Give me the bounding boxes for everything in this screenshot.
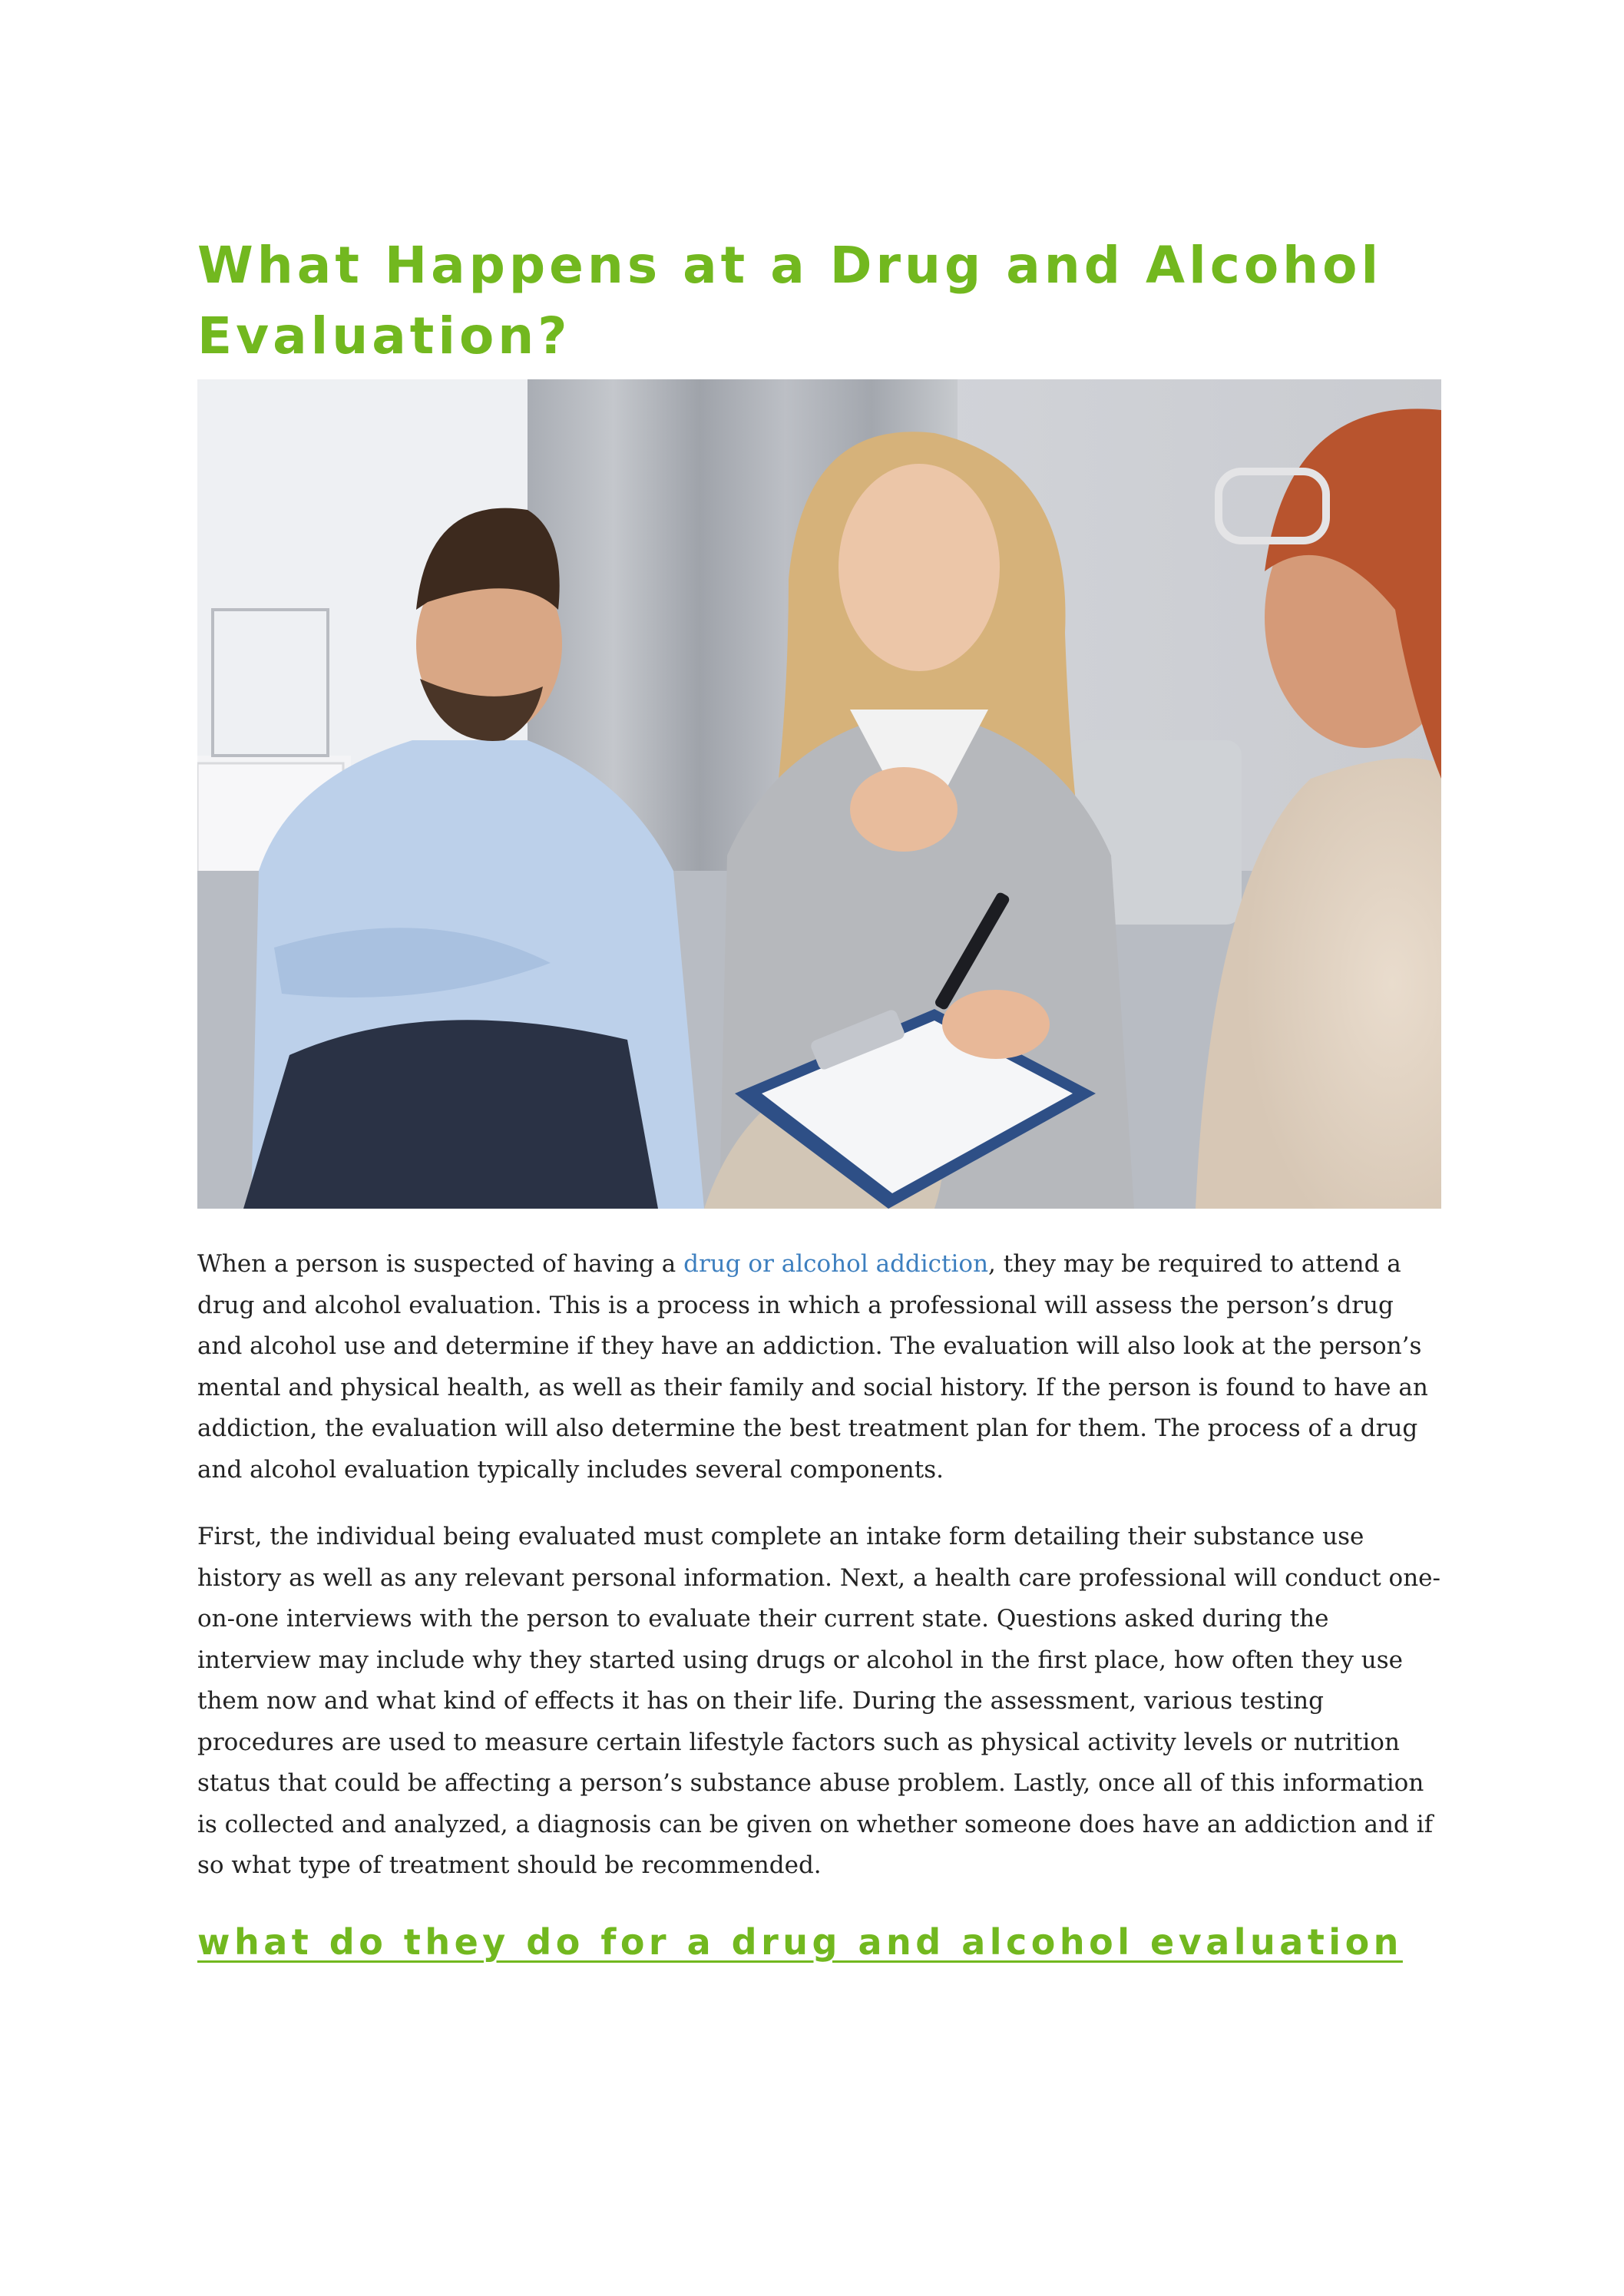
intro-text-before: When a person is suspected of having a bbox=[197, 1250, 684, 1278]
section-heading-link[interactable]: what do they do for a drug and alcohol evaluation bbox=[197, 1921, 1403, 1963]
article bbox=[197, 230, 1441, 1967]
section-heading bbox=[197, 1917, 1441, 1967]
counseling-session-photo bbox=[197, 379, 1441, 1209]
process-paragraph: First, the individual being evaluated must complete an intake form detailing their substance use history as well as any relevant personal information. Next, a health care professional will conduct one-on-one interviews with the person to evaluate their current state. Questions asked during the interview may include why they started using drugs or alcohol in the first place, how often they use them now and what kind of effects it has on their life. During the assessment, various testing procedures are used to measure certain lifestyle factors such as physical activity levels or nutrition status that could be affecting a person’s substance abuse problem. Lastly, once all of this information is collected and analyzed, a diagnosis can be given on whether someone does have an addiction and if so what type of treatment should be recommended. bbox=[197, 1523, 1440, 1879]
intro-paragraph bbox=[197, 1244, 1441, 1490]
intro-text-after: , they may be required to attend a drug and alcohol evaluation. This is a process in which a professional will assess the person’s drug and alcohol use and determine if they have an addiction. The evaluation will also look at the person’s mental and physical health, as well as their family and social history. If the person is found to have an addiction, the evaluation will also determine the best treatment plan for them. The process of a drug and alcohol evaluation typically includes several components. bbox=[197, 1250, 1428, 1484]
page-title: What Happens at a Drug and Alcohol Evaluation? bbox=[197, 236, 1383, 366]
addiction-link[interactable]: drug or alcohol addiction bbox=[683, 1250, 989, 1278]
